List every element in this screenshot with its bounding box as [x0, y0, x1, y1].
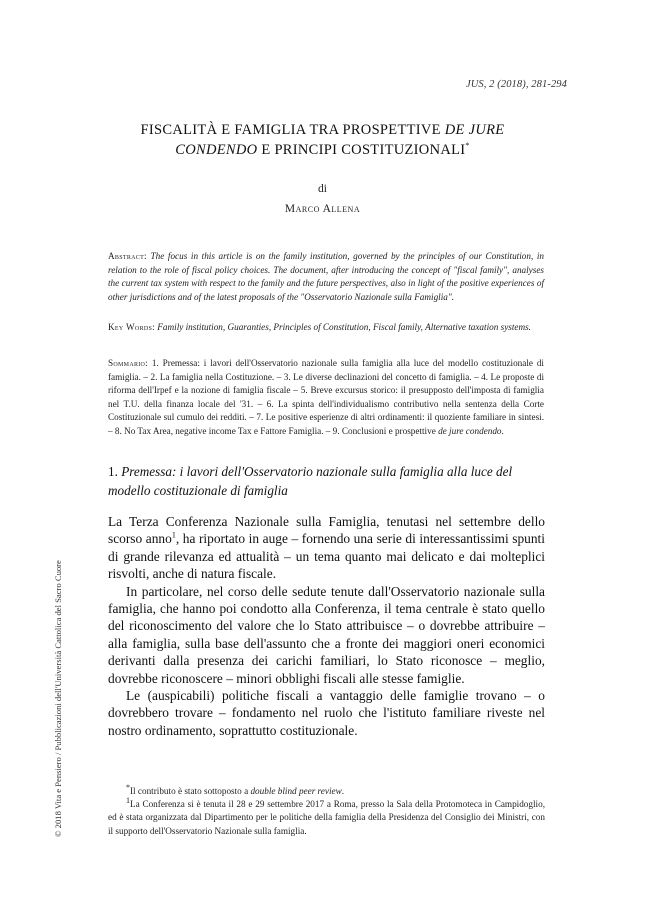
footnote-star — [108, 782, 545, 798]
article-title — [110, 120, 535, 160]
paragraph-2: In particolare, nel corso delle sedute tenute dall'Osservatorio nazionale sulla famiglia, che hanno poi condotto alla Conferenza, il tema centrale è stato quello del riconoscimento del valore che lo Stato attribuisce – o dovrebbe attribuire – alla famiglia, sulla base dell'assunto che a fronte dei maggiori oneri economici derivanti dalla presenza dei carichi familiari, lo Stato riconosce – meglio, dovrebbe riconoscere – minori obblighi fiscali alle stesse famiglie. — [108, 583, 545, 686]
section-number: 1. — [108, 464, 118, 479]
section-heading — [108, 462, 548, 500]
footnotes — [108, 782, 545, 838]
byline-di: di — [318, 183, 327, 195]
title-italic: DE JURE CONDENDO — [175, 122, 505, 158]
footnote-1-mark: 1 — [126, 796, 130, 806]
abstract-text: The focus in this article is on the family institution, governed by the principles of our Constitution, in relation to the role of fiscal policy choices. The document, after introducing the concept of "fiscal family", analyses the current tax system with respect to the family and the future perspectives, also in light of the positive experiences of other jurisdictions and of the latest proposals of the "Osservatorio Nazionale sulla Famiglia". — [108, 251, 544, 302]
summary — [108, 357, 544, 439]
paragraph-1 — [108, 513, 545, 583]
section-title: Premessa: i lavori dell'Osservatorio nazionale sulla famiglia alla luce del modello costituzionale di famiglia — [108, 464, 513, 498]
footnote-1 — [108, 798, 545, 838]
paragraph-3: Le (auspicabili) politiche fiscali a vantaggio delle famiglie trovano – o dovrebbero trovare – fondamento nel ruolo che l'istituto familiare riveste nel nostro ordinamento, soprattutto costituzionale. — [108, 688, 545, 738]
body-text — [108, 513, 545, 739]
footnote-1-text: La Conferenza si è tenuta il 28 e 29 settembre 2017 a Roma, presso la Sala della Protomoteca in Campidoglio, ed è stata organizzata dal Dipartimento per le politiche della famiglia della Presidenza del Consiglio dei Ministri, con il supporto dell'Osservatorio Nazionale sulla famiglia. — [108, 799, 545, 836]
summary-text: 1. Premessa: i lavori dell'Osservatorio nazionale sulla famiglia alla luce del modello costituzionale di famiglia. – 2. La famiglia nella Costituzione. – 3. Le diverse declinazioni del concetto di famiglia. – 4. Le proposte di riforma dell'Irpef e la nozione di famiglia fiscale – 5. Breve excursus storico: il presupposto dell'imposta di famiglia nel T.U. della finanza locale del '31. – 6. La spinta dell'individualismo contributivo nella sentenza della Corte Costituzionale sul cumulo dei redditi. – 7. Le positive esperienze di altri ordinamenti: il quoziente familiare in sintesi. – 8. No Tax Area, negative income Tax e Fattore Famiglia. – 9. Conclusioni e prospettive — [108, 358, 544, 436]
abstract-label: Abstract: — [108, 251, 147, 261]
keywords-text: Family institution, Guaranties, Principles of Constitution, Fiscal family, Alternative taxation systems. — [157, 322, 531, 332]
paragraph-1-start: La Terza Conferenza Nazionale sulla Famiglia, tenutasi nel settembre dello scorso anno — [108, 514, 545, 547]
footnote-ref-1: 1 — [171, 530, 176, 540]
summary-italic: de jure condendo — [438, 425, 502, 436]
paragraph-1-end: , ha riportato in auge – fornendo una serie di interessantissimi spunti di grande rilevanza ed attualità – un tema quanto mai delicato e dai molteplici risvolti, anche di natura fiscale. — [108, 531, 545, 582]
footnote-star-end: . — [341, 786, 345, 796]
keywords — [108, 321, 544, 335]
footnote-star-mark: * — [126, 782, 130, 792]
footnote-star-text: Il contributo è stato sottoposto a — [130, 786, 251, 796]
footnote-star-italic: double blind peer review — [250, 786, 342, 796]
title-part1: FISCALITÀ E FAMIGLIA TRA PROSPETTIVE — [140, 122, 445, 138]
copyright-notice: © 2018 Vita e Pensiero / Pubblicazioni dell'Università Cattolica del Sacro Cuore — [53, 560, 63, 837]
abstract — [108, 250, 544, 304]
author-name: Marco Allena — [284, 203, 361, 215]
title-part2: E PRINCIPI COSTITUZIONALI — [257, 142, 466, 158]
summary-label: Sommario: — [108, 358, 149, 368]
journal-reference: JUS, 2 (2018), 281-294 — [465, 79, 567, 90]
summary-end: . — [501, 425, 504, 436]
keywords-label: Key Words: — [108, 322, 155, 332]
title-footnote-mark: * — [465, 141, 470, 151]
